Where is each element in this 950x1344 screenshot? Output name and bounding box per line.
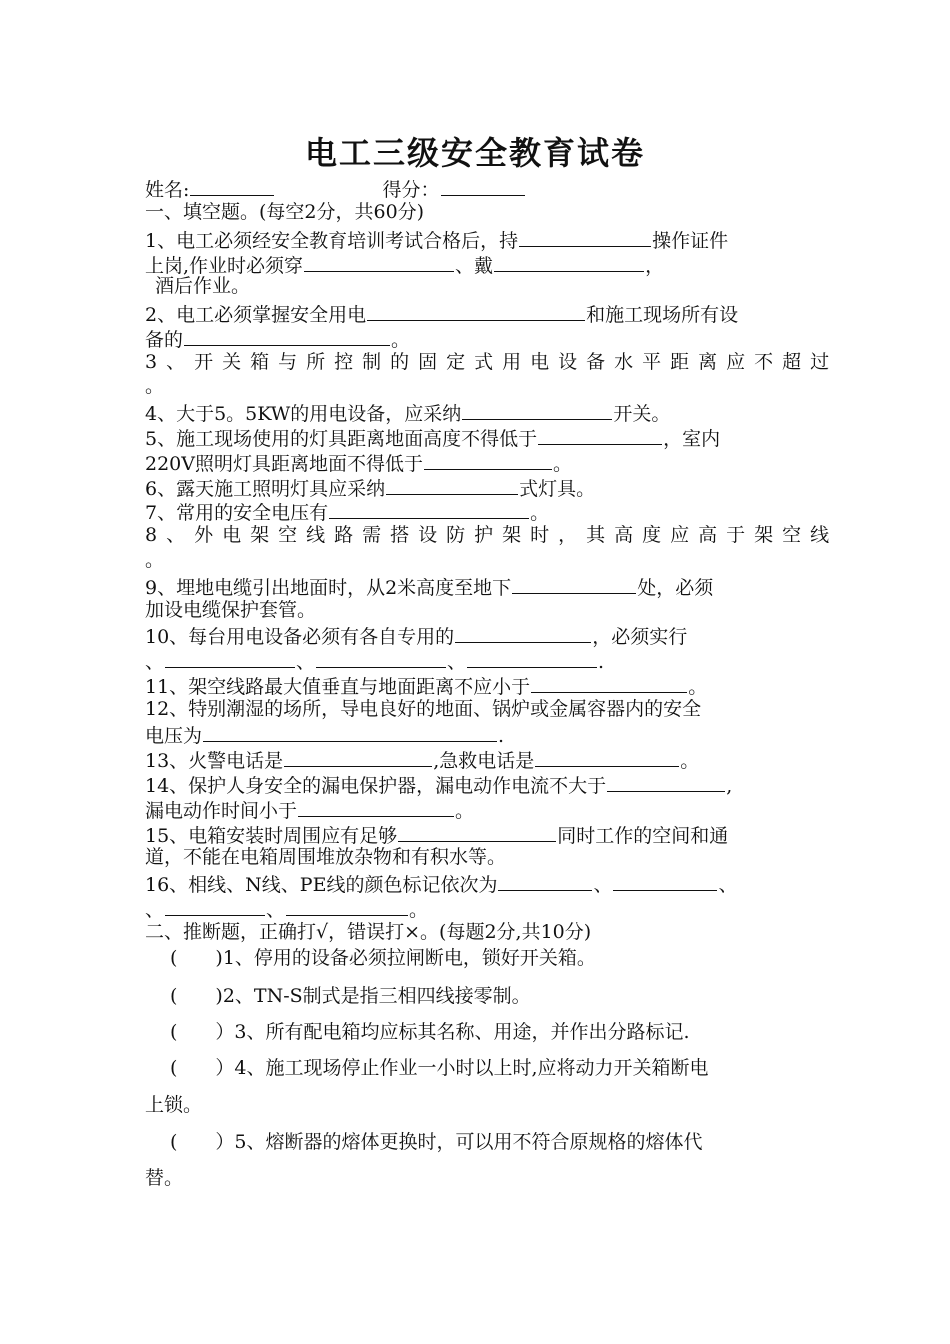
answer-blank[interactable]: [203, 721, 497, 742]
answer-blank[interactable]: [494, 251, 644, 272]
exam-title: 电工三级安全教育试卷: [304, 134, 645, 172]
question-4: 4、大于5。5KW的用电设备，应采纳 开关。: [145, 399, 810, 426]
question-9-line1: 9、埋地电缆引出地面时，从2米高度至地下 处，必须: [145, 573, 810, 600]
judgement-item-1: ( )1、停用的设备必须拉闸断电，锁好开关箱。: [170, 947, 596, 969]
question-15-line2: 道，不能在电箱周围堆放杂物和有积水等。: [145, 846, 507, 868]
question-14-line1: 14、保护人身安全的漏电保护器，漏电动作电流不大于 ,: [145, 771, 810, 798]
answer-blank[interactable]: [531, 672, 687, 693]
score-blank[interactable]: [441, 175, 525, 196]
answer-blank[interactable]: [613, 870, 717, 891]
name-label: 姓名:: [145, 179, 190, 201]
judgement-item-2: ( )2、TN-S制式是指三相四线接零制。: [170, 985, 531, 1007]
question-15-line1: 15、电箱安装时周围应有足够 同时工作的空间和通: [145, 821, 810, 848]
answer-blank[interactable]: [184, 325, 390, 346]
judgement-item-3: ( ）3、所有配电箱均应标其名称、用途，并作出分路标记.: [170, 1021, 690, 1043]
judgement-item-4: ( ）4、施工现场停止作业一小时以上时,应将动力开关箱断电: [170, 1057, 709, 1079]
answer-blank[interactable]: [607, 771, 725, 792]
question-10-line1: 10、每台用电设备必须有各自专用的 ，必须实行: [145, 622, 810, 649]
question-12-line2: 电压为 .: [145, 721, 810, 748]
answer-blank[interactable]: [367, 300, 585, 321]
answer-blank[interactable]: [498, 870, 592, 891]
judgement-item-5-continuation: 替。: [145, 1167, 184, 1189]
question-5-line1: 5、施工现场使用的灯具距离地面高度不得低于 ，室内: [145, 424, 810, 451]
answer-blank[interactable]: [424, 449, 552, 470]
question-14-line2: 漏电动作时间小于 。: [145, 796, 810, 823]
question-2-line2: 备的 。: [145, 325, 810, 352]
question-3-line2: 。: [145, 375, 165, 397]
judgement-item-5: ( ）5、熔断器的熔体更换时，可以用不符合原规格的熔体代: [170, 1131, 703, 1153]
answer-blank[interactable]: [462, 399, 612, 420]
question-6: 6、露天施工照明灯具应采纳 式灯具。: [145, 474, 810, 501]
question-1-line3: 酒后作业。: [155, 275, 251, 297]
answer-blank[interactable]: [467, 647, 597, 668]
answer-blank[interactable]: [386, 474, 518, 495]
answer-blank[interactable]: [316, 647, 446, 668]
judgement-item-4-continuation: 上锁。: [145, 1094, 203, 1116]
answer-blank[interactable]: [519, 226, 651, 247]
question-8-line1: 8、外电架空线路需搭设防护架时，其高度应高于架空线: [145, 524, 839, 546]
answer-blank[interactable]: [455, 622, 591, 643]
question-9-line2: 加设电缆保护套管。: [145, 599, 317, 621]
section1-heading: 一、填空题。(每空2分，共60分): [145, 201, 425, 223]
answer-blank[interactable]: [398, 821, 556, 842]
score-label: 得分：: [382, 179, 440, 201]
question-12-line1: 12、特别潮湿的场所，导电良好的地面、锅炉或金属容器内的安全: [145, 698, 702, 720]
question-10-line2: 、 、 、 .: [145, 647, 810, 674]
question-5-line2: 220V照明灯具距离地面不得低于 。: [145, 449, 810, 476]
question-1-line1: 1、电工必须经安全教育培训考试合格后，持 操作证件: [145, 226, 810, 253]
answer-blank[interactable]: [284, 746, 432, 767]
answer-blank[interactable]: [286, 895, 408, 916]
question-16-line1: 16、相线、N线、PE线的颜色标记依次为 、 、: [145, 870, 810, 897]
question-3-line1: 3、开关箱与所控制的固定式用电设备水平距离应不超过: [145, 351, 839, 373]
question-2-line1: 2、电工必须掌握安全用电 和施工现场所有设: [145, 300, 810, 327]
answer-blank[interactable]: [329, 498, 529, 519]
question-13: 13、火警电话是 ,急救电话是 。: [145, 746, 810, 773]
question-8-line2: 。: [145, 549, 165, 571]
question-16-line2: 、 、 。: [145, 895, 810, 922]
answer-blank[interactable]: [535, 746, 679, 767]
question-7: 7、常用的安全电压有 。: [145, 498, 810, 525]
answer-blank[interactable]: [165, 647, 295, 668]
answer-blank[interactable]: [512, 573, 636, 594]
answer-blank[interactable]: [304, 251, 454, 272]
question-1-line2: 上岗,作业时必须穿 、戴 ，: [145, 251, 810, 278]
header-row: [145, 175, 810, 202]
answer-blank[interactable]: [165, 895, 265, 916]
answer-blank[interactable]: [298, 796, 454, 817]
section2-heading: 二、推断题，正确打√，错误打×。(每题2分,共10分): [145, 921, 592, 943]
question-11: 11、架空线路最大值垂直与地面距离不应小于 。: [145, 672, 810, 699]
name-blank[interactable]: [190, 175, 274, 196]
answer-blank[interactable]: [538, 424, 662, 445]
